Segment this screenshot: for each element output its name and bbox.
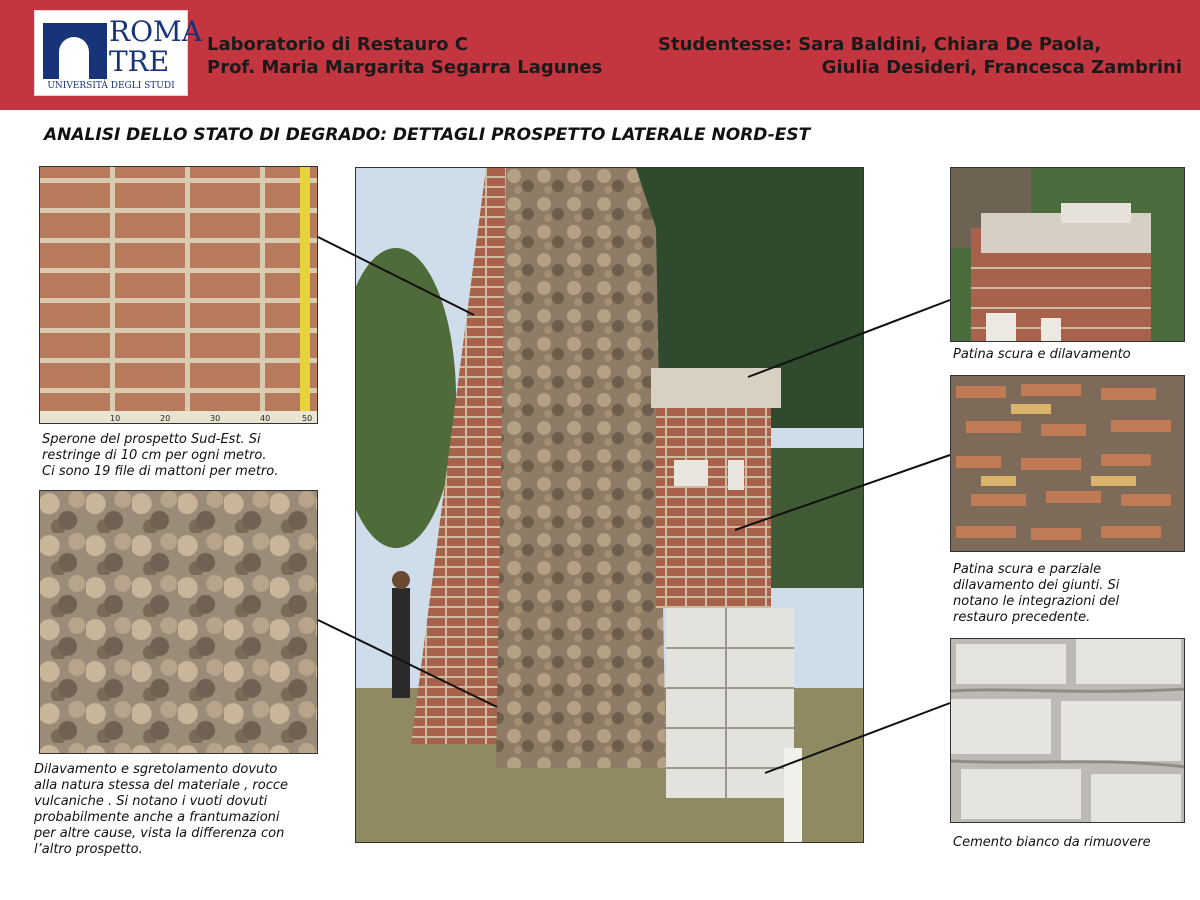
students-line-2: Giulia Desideri, Francesca Zambrini: [821, 57, 1182, 78]
caption-pillar-top: Patina scura e dilavamento: [953, 347, 1131, 362]
logo-tre-text: TRE: [109, 45, 170, 78]
caption-brick-spur: Sperone del prospetto Sud-Est. Si restringe di 10 cm per ogni metro. Ci sono 19 file di mattoni per metro.: [42, 432, 279, 479]
professor-name: Prof. Maria Margarita Segarra Lagunes: [207, 57, 603, 78]
ruler-label: 10: [110, 414, 121, 423]
ruler-label: 40: [260, 414, 271, 423]
photo-brick-spur: [39, 166, 318, 424]
ruler-label: 50: [302, 414, 313, 423]
logo-university-text: UNIVERSITÀ DEGLI STUDI: [47, 81, 175, 91]
ruler-label: 30: [210, 414, 221, 423]
page-title: ANALISI DELLO STATO DI DEGRADO: DETTAGLI PROSPETTO LATERALE NORD-EST: [44, 125, 811, 145]
caption-volcanic-rubble: Dilavamento e sgretolamento dovuto alla natura stessa del materiale , rocce vulcaniche . Si notano i vuoti dovuti probabilmente anche a frantumazioni per altre cause, vista la differenza con l’altro prospetto.: [34, 762, 289, 857]
students-line-1: Studentesse: Sara Baldini, Chiara De Paola,: [658, 34, 1102, 55]
university-logo: [34, 10, 202, 96]
course-name: Laboratorio di Restauro C: [207, 34, 468, 55]
photo-brick-joints: [950, 375, 1185, 552]
photo-pillar-top: [950, 167, 1185, 342]
logo-roma-text: ROMA: [109, 15, 202, 48]
header-band: [0, 0, 1200, 110]
caption-white-cement: Cemento bianco da rimuovere: [953, 835, 1151, 850]
photo-volcanic-rubble: [39, 490, 318, 754]
arch-emblem-icon: [43, 23, 107, 79]
photo-main-elevation: [355, 167, 864, 843]
caption-brick-joints: Patina scura e parziale dilavamento dei giunti. Si notano le integrazioni del restauro precedente.: [953, 562, 1120, 625]
photo-white-cement: [950, 638, 1185, 823]
ruler-label: 20: [160, 414, 171, 423]
